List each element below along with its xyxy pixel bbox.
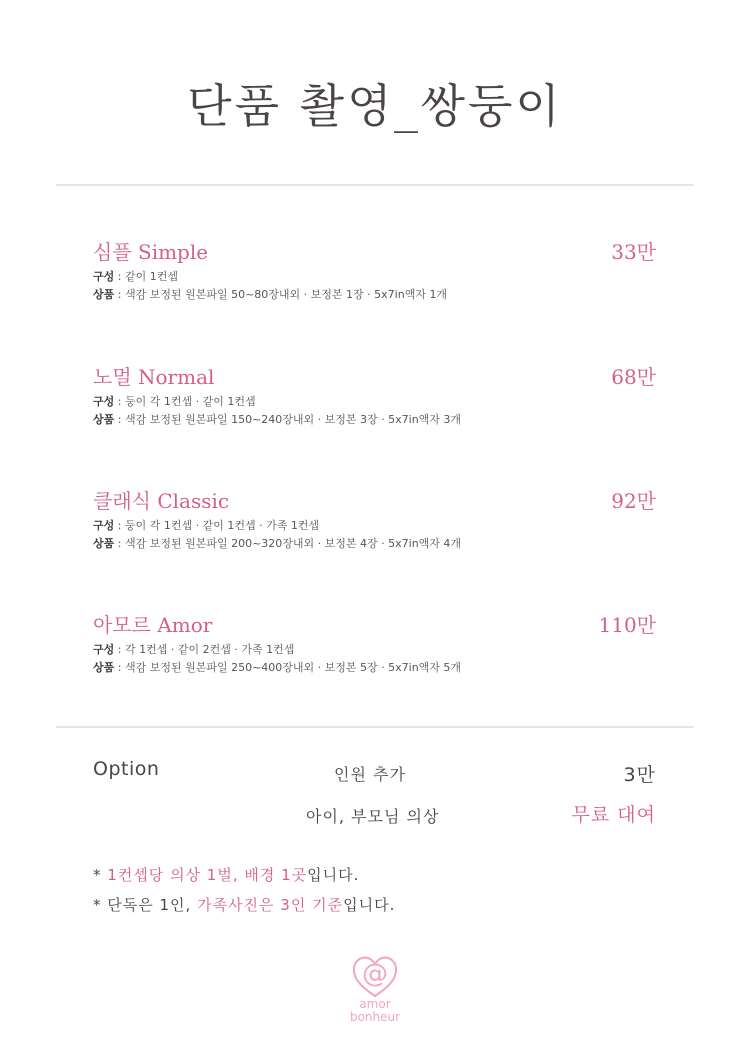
composition-label: 구성 bbox=[93, 519, 115, 532]
option-item-value: 3만 bbox=[623, 764, 656, 786]
page-title: 단품 촬영_쌍둥이 bbox=[187, 79, 563, 133]
composition-label: 구성 bbox=[93, 643, 115, 656]
package-price: 68만 bbox=[611, 365, 656, 389]
package-header bbox=[93, 361, 656, 391]
composition-label: 구성 bbox=[93, 270, 115, 283]
composition-text: : 같이 1컨셉 bbox=[114, 270, 178, 283]
product-label: 상품 bbox=[93, 661, 115, 674]
note-prefix: * 단독은 1인, bbox=[93, 896, 198, 914]
product-text: : 색감 보정된 원본파일 50~80장내외 · 보정본 1장 · 5x7in액자 1개 bbox=[114, 288, 448, 301]
option-item-label: 인원 추가 bbox=[334, 765, 406, 784]
logo-text-amor: amor bbox=[359, 997, 391, 1011]
package-product bbox=[93, 411, 656, 429]
option-item-value: 무료 대여 bbox=[571, 804, 656, 826]
note-suffix: 입니다. bbox=[307, 866, 360, 884]
package-composition bbox=[93, 517, 656, 535]
option-item-label: 아이, 부모님 의상 bbox=[306, 807, 440, 826]
package-name: 클래식 Classic bbox=[93, 489, 230, 513]
note-highlight: 1컨셉당 의상 1벌, 배경 1곳 bbox=[107, 866, 308, 884]
option-divider bbox=[56, 726, 694, 728]
package-composition bbox=[93, 641, 656, 659]
package-name: 노멀 Normal bbox=[93, 365, 215, 389]
svg-text:@: @ bbox=[362, 959, 388, 989]
package-price: 92만 bbox=[611, 489, 656, 513]
package-price: 33만 bbox=[611, 240, 656, 264]
product-text: : 색감 보정된 원본파일 200~320장내외 · 보정본 4장 · 5x7in액자 4개 bbox=[114, 537, 462, 550]
package-amor bbox=[93, 609, 656, 677]
product-label: 상품 bbox=[93, 537, 115, 550]
package-price: 110만 bbox=[598, 613, 656, 637]
note-family bbox=[93, 894, 395, 915]
package-name: 심플 Simple bbox=[93, 240, 209, 264]
package-header bbox=[93, 236, 656, 266]
note-concept bbox=[93, 864, 359, 885]
product-label: 상품 bbox=[93, 288, 115, 301]
package-header bbox=[93, 485, 656, 515]
product-text: : 색감 보정된 원본파일 250~400장내외 · 보정본 5장 · 5x7in액자 5개 bbox=[114, 661, 462, 674]
note-suffix: 입니다. bbox=[343, 896, 396, 914]
package-product bbox=[93, 286, 656, 304]
logo-text-bonheur: bonheur bbox=[349, 1010, 401, 1024]
package-product bbox=[93, 659, 656, 677]
composition-label: 구성 bbox=[93, 395, 115, 408]
package-composition bbox=[93, 393, 656, 411]
heart-at-icon bbox=[340, 950, 410, 1000]
brand-logo bbox=[340, 950, 410, 1030]
package-name: 아모르 Amor bbox=[93, 613, 213, 637]
composition-text: : 둥이 각 1컨셉 · 같이 1컨셉 · 가족 1컨셉 bbox=[114, 519, 320, 532]
note-prefix: * bbox=[93, 866, 108, 884]
package-classic bbox=[93, 485, 656, 553]
package-header bbox=[93, 609, 656, 639]
package-composition bbox=[93, 268, 656, 286]
product-text: : 색감 보정된 원본파일 150~240장내외 · 보정본 3장 · 5x7in액자 3개 bbox=[114, 413, 462, 426]
composition-text: : 각 1컨셉 · 같이 2컨셉 · 가족 1컨셉 bbox=[114, 643, 295, 656]
product-label: 상품 bbox=[93, 413, 115, 426]
package-normal bbox=[93, 361, 656, 429]
package-product bbox=[93, 535, 656, 553]
option-title: Option bbox=[93, 758, 160, 780]
top-divider bbox=[56, 184, 694, 186]
package-simple bbox=[93, 236, 656, 304]
composition-text: : 둥이 각 1컨셉 · 같이 1컨셉 bbox=[114, 395, 256, 408]
note-highlight: 가족사진은 3인 기준 bbox=[197, 896, 344, 914]
